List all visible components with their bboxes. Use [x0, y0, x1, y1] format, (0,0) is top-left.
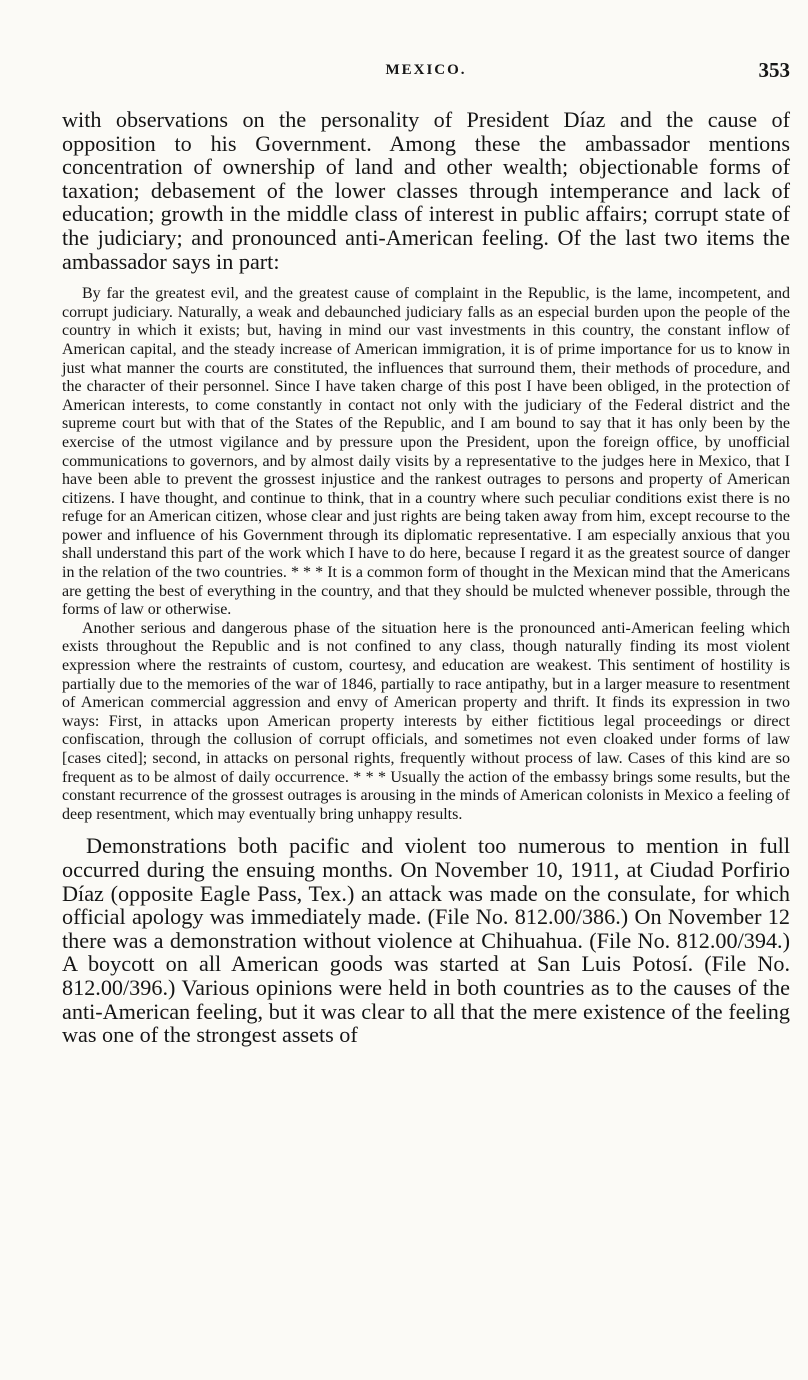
- opening-paragraph: with observations on the personality of President Díaz and the cause of opposition to his Government. Among these the ambassador mentions concentration of ownership of land and other wealth; objectionable forms of taxation; debasement of the lower classes through intemperance and lack of education; growth in the middle class of interest in public affairs; corrupt state of the judiciary; and pronounced anti-American feeling. Of the last two items the ambassador says in part:: [62, 107, 790, 274]
- running-header: [62, 58, 790, 92]
- document-page: [62, 58, 790, 1047]
- running-title: MEXICO.: [385, 62, 467, 78]
- quoted-extract: [62, 285, 790, 824]
- page-number: 353: [758, 58, 790, 82]
- closing-paragraph: Demonstrations both pacific and violent too numerous to mention in full occurred during the ensuing months. On November 10, 1911, at Ciudad Porfirio Díaz (opposite Eagle Pass, Tex.) an attack was made on the consulate, for which official apology was immediately made. (File No. 812.00/386.) On November 12 there was a demonstration without violence at Chihuahua. (File No. 812.00/394.) A boycott on all American goods was started at San Luis Potosí. (File No. 812.00/396.) Various opinions were held in both countries as to the causes of the anti-American feeling, but it was clear to all that the mere existence of the feeling was one of the strongest assets of: [62, 833, 790, 1048]
- quote-paragraph-judiciary: By far the greatest evil, and the greatest cause of complaint in the Republic, is the lame, incompetent, and corrupt judiciary. Naturally, a weak and debaunched judiciary falls as an especial burden upon the people of the country in which it exists; but, having in mind our vast investments in this country, the constant inflow of American capital, and the steady increase of American immigration, it is of prime importance for us to know in just what manner the courts are constituted, the influences that surround them, their methods of procedure, and the character of their personnel. Since I have taken charge of this post I have been obliged, in the protection of American interests, to come constantly in contact not only with the judiciary of the Federal district and the supreme court but with that of the States of the Republic, and I am bound to say that it has only been by the exercise of the utmost vigilance and by pressure upon the President, upon the foreign office, by unofficial communications to governors, and by almost daily visits by a representative to the judges here in Mexico, that I have been able to prevent the grossest injustice and the rankest outrages to persons and property of American citizens. I have thought, and continue to think, that in a country where such peculiar conditions exist there is no refuge for an American citizen, whose clear and just rights are being taken away from him, except recourse to the power and influence of his Government through its diplomatic representative. I am especially anxious that you shall understand this part of the work which I have to do here, because I regard it as the greatest source of danger in the relation of the two countries. * * * It is a common form of thought in the Mexican mind that the Americans are getting the best of everything in the country, and that they should be mulcted whenever possible, through the forms of law or otherwise.: [62, 285, 790, 619]
- quote-paragraph-anti-american-feeling: Another serious and dangerous phase of the situation here is the pronounced anti-American feeling which exists throughout the Republic and is not confined to any class, though naturally finding its most violent expression where the restraints of custom, courtesy, and education are weakest. This sentiment of hostility is partially due to the memories of the war of 1846, partially to race antipathy, but in a larger measure to resentment of American commercial aggression and envy of American property and thrift. It finds its expression in two ways: First, in attacks upon American property interests by either fictitious legal proceedings or direct confiscation, through the collusion of corrupt officials, and sometimes not even cloaked under forms of law [cases cited]; second, in attacks on personal rights, frequently without process of law. Cases of this kind are so frequent as to be almost of daily occurrence. * * * Usually the action of the embassy brings some results, but the constant recurrence of the grossest outrages is arousing in the minds of American colonists in Mexico a feeling of deep resentment, which may eventually bring unhappy results.: [62, 619, 790, 823]
